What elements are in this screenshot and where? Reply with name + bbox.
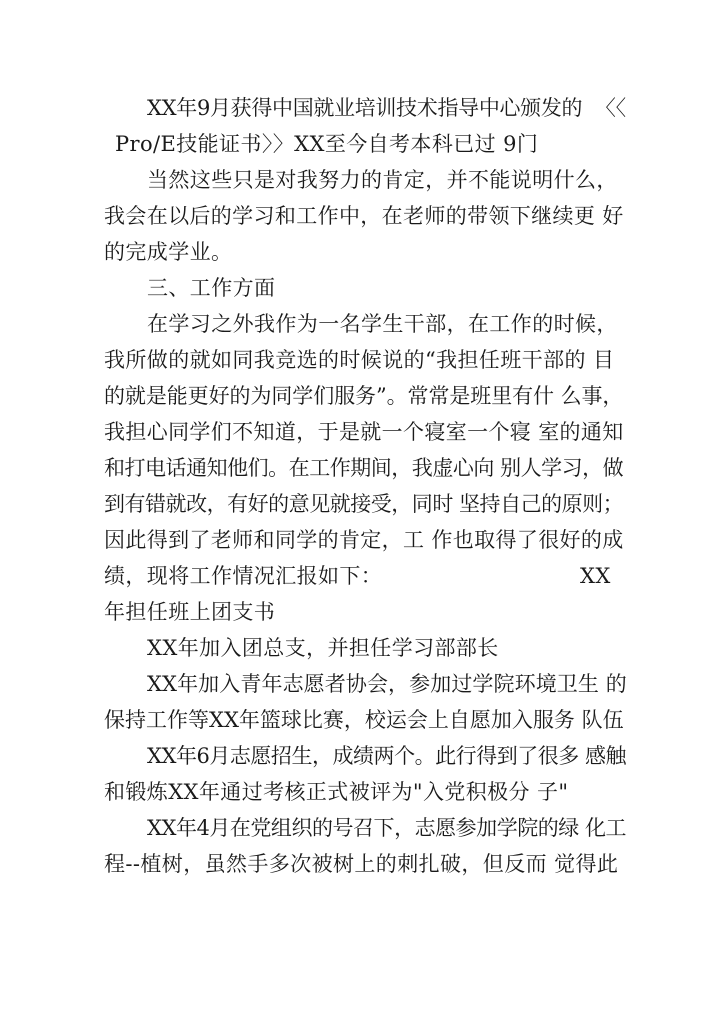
text-line: 保持工作等XX年篮球比赛，校运会上自愿加入服务 队伍 [104,708,624,732]
text-line: Pro/E技能证书〉〉XX至今自考本科已过 9门 [115,132,539,156]
text-line: 我所做的就如同我竞选的时候说的“我担任班干部的 目 [104,348,615,372]
text-line: XX年4月在党组织的号召下，志愿参加学院的绿 化工 [147,816,627,840]
text-line: 和锻炼XX年通过考核正式被评为"入党积极分 子" [104,780,569,804]
text-line: XX年6月志愿招生，成绩两个。此行得到了很多 感触 [147,744,627,768]
text-line: 当然这些只是对我努力的肯定，并不能说明什么， [147,168,618,192]
text-line: XX [580,564,611,588]
text-line: XX年加入团总支，并担任学习部部长 [147,636,499,660]
text-line: 我会在以后的学习和工作中，在老师的带领下继续更 好 [104,204,624,228]
text-line: XX年9月获得中国就业培训技术指导中心颁发的 〈〈 [147,96,626,120]
text-line: 到有错就改，有好的意见就接受，同时 坚持自己的原则； [104,492,624,516]
text-line: 的完成学业。 [104,240,233,264]
text-line: 和打电话通知他们。在工作期间，我虚心向 别人学习，做 [104,456,624,480]
text-line: 的就是能更好的为同学们服务”。常常是班里有什 么事， [104,384,624,408]
text-line: XX年加入青年志愿者协会，参加过学院环境卫生 的 [147,672,627,696]
text-line: 在学习之外我作为一名学生干部，在工作的时候， [147,312,618,336]
text-line: 绩，现将工作情况汇报如下： [104,564,383,588]
text-line: 年担任班上团支书 [104,600,276,624]
text-line: 因此得到了老师和同学的肯定，工 作也取得了很好的成 [104,528,624,552]
text-line: 我担心同学们不知道，于是就一个寝室一个寝 室的通知 [104,420,624,444]
section-heading: 三、工作方面 [147,276,276,300]
text-line: 程--植树，虽然手多次被树上的刺扎破，但反而 觉得此 [104,852,619,876]
